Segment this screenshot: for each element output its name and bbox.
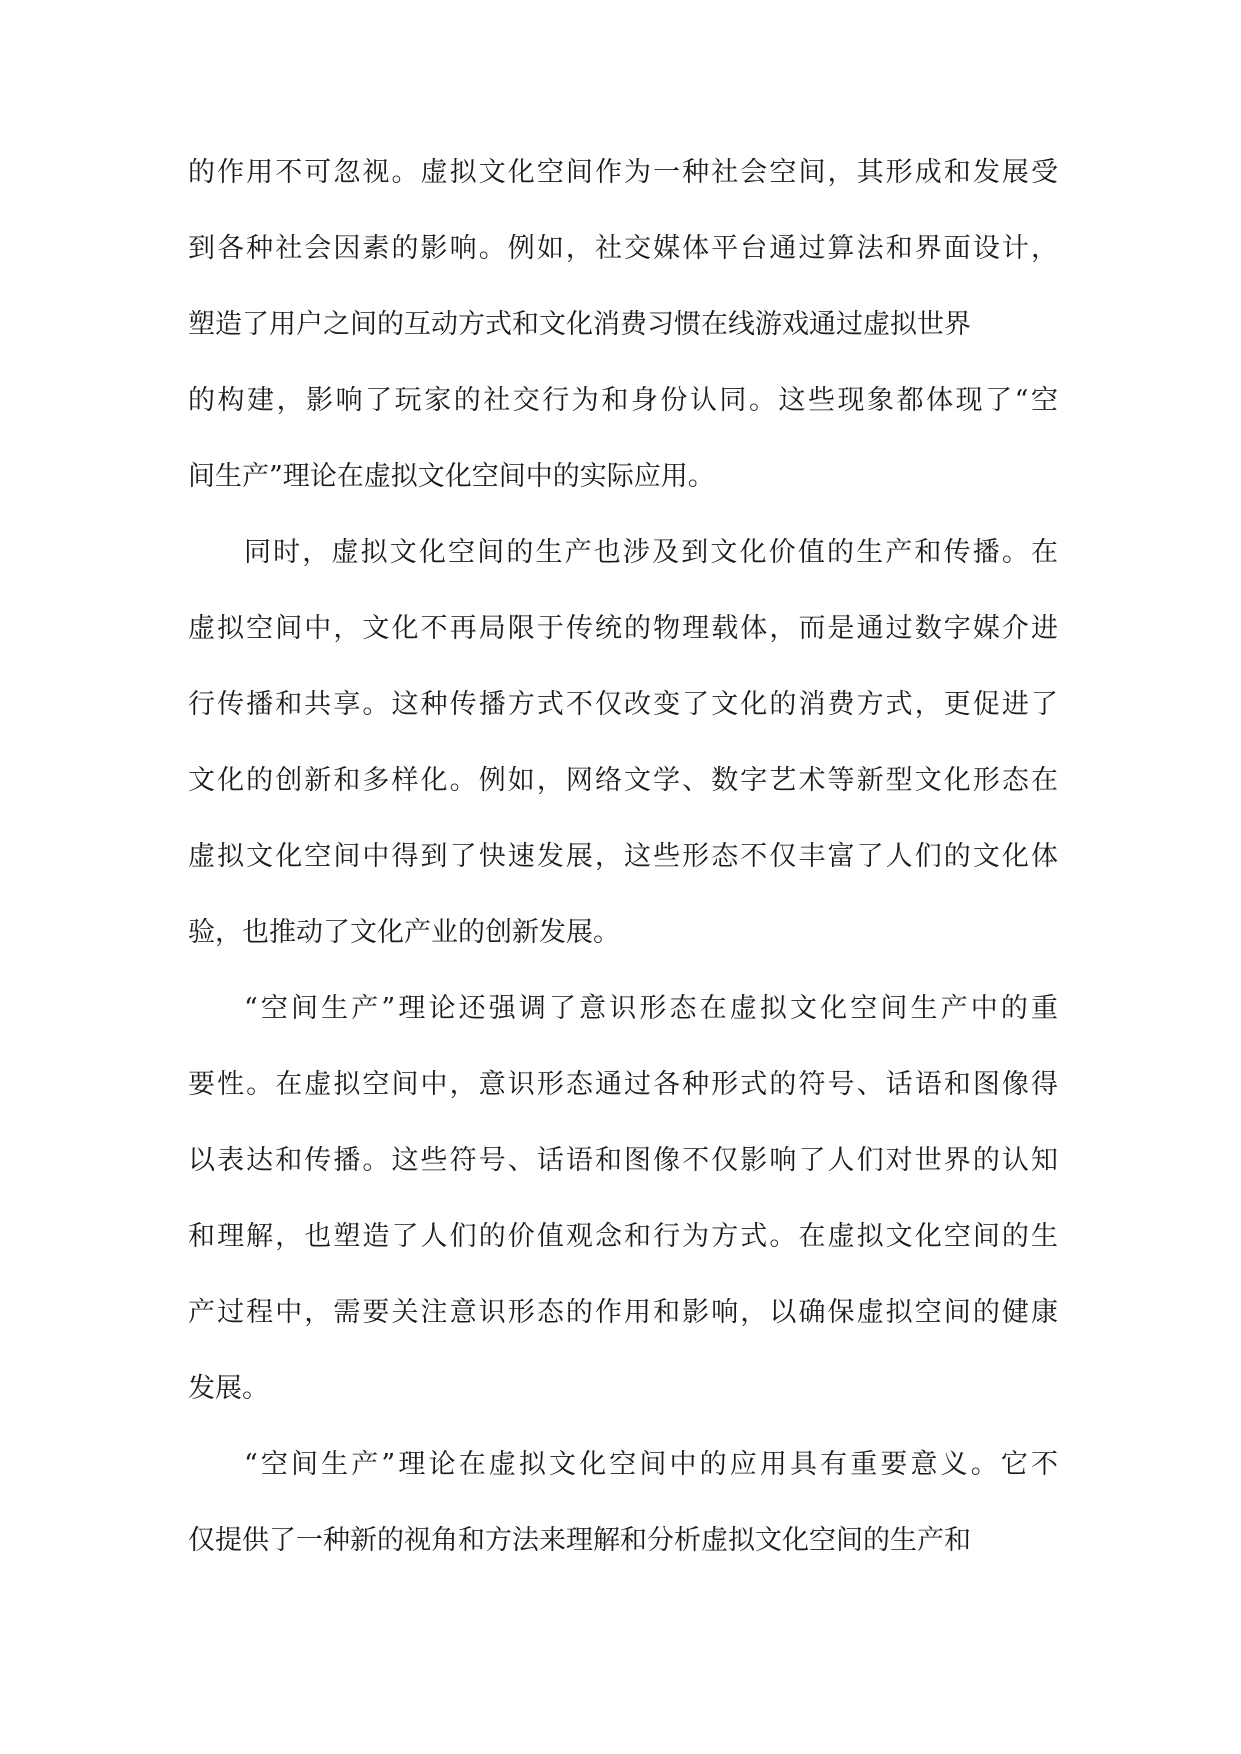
text-line: 产过程中，需要关注意识形态的作用和影响，以确保虚拟空间的健康: [188, 1297, 1058, 1328]
paragraph-1: [188, 145, 1058, 525]
text-line: 和理解，也塑造了人们的价值观念和行为方式。在虚拟文化空间的生: [188, 1221, 1058, 1252]
text-line: “空间生产”理论还强调了意识形态在虚拟文化空间生产中的重: [244, 993, 1058, 1024]
text-line: 验，也推动了文化产业的创新发展。: [188, 917, 620, 948]
text-line: 以表达和传播。这些符号、话语和图像不仅影响了人们对世界的认知: [188, 1145, 1058, 1176]
text-line: 虚拟空间中，文化不再局限于传统的物理载体，而是通过数字媒介进: [188, 613, 1058, 644]
text-line: 同时，虚拟文化空间的生产也涉及到文化价值的生产和传播。在: [244, 537, 1058, 568]
text-line: 的构建，影响了玩家的社交行为和身份认同。这些现象都体现了“空: [188, 385, 1058, 416]
text-line: 的作用不可忽视。虚拟文化空间作为一种社会空间，其形成和发展受: [188, 157, 1058, 188]
text-line: 虚拟文化空间中得到了快速发展，这些形态不仅丰富了人们的文化体: [188, 841, 1058, 872]
text-line: “空间生产”理论在虚拟文化空间中的应用具有重要意义。它不: [244, 1449, 1058, 1480]
paragraph-3: [188, 981, 1058, 1437]
body-text: [188, 145, 1058, 1589]
paragraph-4: [188, 1437, 1058, 1589]
text-line: 文化的创新和多样化。例如，网络文学、数字艺术等新型文化形态在: [188, 765, 1058, 796]
text-line: 行传播和共享。这种传播方式不仅改变了文化的消费方式，更促进了: [188, 689, 1058, 720]
text-line: 塑造了用户之间的互动方式和文化消费习惯在线游戏通过虚拟世界: [188, 309, 971, 340]
text-line: 发展。: [188, 1373, 269, 1404]
text-line: 到各种社会因素的影响。例如，社交媒体平台通过算法和界面设计，: [188, 233, 1058, 264]
paragraph-2: [188, 525, 1058, 981]
text-line: 仅提供了一种新的视角和方法来理解和分析虚拟文化空间的生产和: [188, 1525, 971, 1556]
text-line: 要性。在虚拟空间中，意识形态通过各种形式的符号、话语和图像得: [188, 1069, 1058, 1100]
text-line: 间生产”理论在虚拟文化空间中的实际应用。: [188, 461, 715, 492]
